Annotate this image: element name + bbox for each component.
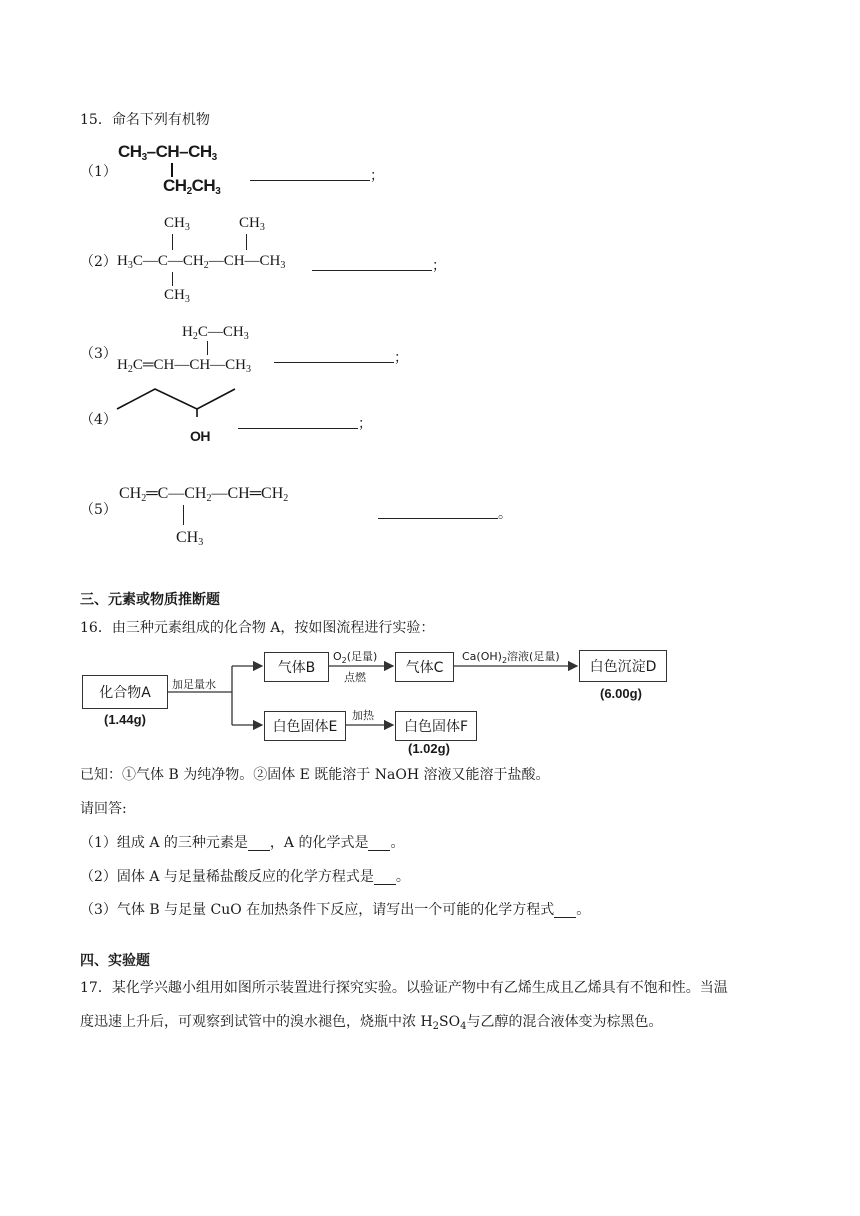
q16-part-3: （3）气体 B 与足量 CuO 在加热条件下反应，请写出一个可能的化学方程式 。 — [80, 902, 591, 918]
q16-part-1-blank-1 — [248, 836, 270, 851]
solid-f-mass: (1.02g) — [408, 741, 450, 756]
q15-4-number: （4） — [80, 412, 117, 428]
q16-part-1: （1）组成 A 的三种元素是 ，A 的化学式是 。 — [80, 835, 405, 851]
q16-known: 已知：①气体 B 为纯净物。②固体 E 既能溶于 NaOH 溶液又能溶于盐酸。 — [80, 767, 550, 783]
q17-line-2: 度迅速上升后，可观察到试管中的溴水褪色，烧瓶中浓 $H_2SO_4$与乙醇的混合液体变为棕黑色。 — [80, 1014, 663, 1032]
q16-part-2-blank — [374, 870, 396, 885]
solid-f-box: 白色固体F — [395, 711, 477, 741]
q15-1-main-chain: $CH_3-CH-CH_3$ — [118, 142, 217, 163]
heat-label: 加热 — [352, 709, 374, 722]
precipitate-d-mass: (6.00g) — [600, 686, 642, 701]
section-4-heading: 四、实验题 — [80, 953, 150, 969]
q15-2-top-methyl-2: $CH_3$ — [239, 215, 265, 233]
q15-3-end: ； — [394, 350, 408, 366]
q15-2-top-methyl-1: $CH_3$ — [164, 215, 190, 233]
section-3-heading: 三、元素或物质推断题 — [80, 592, 220, 608]
q15-1-number: （1） — [80, 164, 117, 180]
compound-a-box: 化合物A — [82, 675, 168, 709]
q15-2-bottom-methyl: $CH_3$ — [164, 287, 190, 305]
q15-1-branch: $CH_2CH_3$ — [163, 176, 221, 197]
compound-a-mass: (1.44g) — [104, 712, 146, 727]
caoh2-solution-label: $Ca(OH)_2$溶液(足量) — [462, 650, 560, 665]
q15-3-top-ethyl: $H_2C—CH_3$ — [182, 324, 249, 342]
ignite-label: 点燃 — [344, 671, 366, 684]
q17-line-1: 17．某化学兴趣小组用如图所示装置进行探究实验。以验证产物中有乙烯生成且乙烯具有不饱和性。当温 — [80, 980, 728, 996]
gas-b-box: 气体B — [264, 652, 329, 682]
q16-part-2: （2）固体 A 与足量稀盐酸反应的化学方程式是 。 — [80, 869, 410, 885]
q15-3-number: （3） — [80, 346, 117, 362]
gas-c-box: 气体C — [395, 652, 454, 682]
solid-e-box: 白色固体E — [264, 711, 346, 741]
q16-part-3-blank — [554, 903, 576, 918]
precipitate-d-box: 白色沉淀D — [579, 650, 667, 682]
add-water-label: 加足量水 — [172, 678, 216, 691]
q15-2-number: （2） — [80, 254, 117, 270]
o2-excess-label: $O_2$(足量) — [333, 650, 378, 665]
q15-4-hydroxyl: OH — [190, 428, 210, 444]
q15-2-main-chain: $H_3C—C—CH_2—CH—CH_3$ — [117, 253, 286, 271]
q15-2-end: ； — [432, 258, 446, 274]
q15-5-number: （5） — [80, 502, 117, 518]
q16-ask: 请回答: — [80, 801, 127, 817]
q16-part-1-blank-2 — [368, 836, 390, 851]
q15-5-main-chain: $CH_2═C—CH_2—CH═CH_2$ — [119, 485, 289, 504]
q15-5-end: 。 — [498, 506, 512, 522]
q16-title: 16．由三种元素组成的化合物 A，按如图流程进行实验： — [80, 620, 435, 636]
q15-5-bottom-methyl: $CH_3$ — [176, 529, 204, 548]
q15-4-end: ； — [358, 416, 372, 432]
q15-3-main-chain: $H_2C═CH—CH—CH_3$ — [117, 357, 251, 375]
q15-1-end: ； — [370, 168, 384, 184]
q15-title: 15．命名下列有机物 — [80, 112, 210, 128]
